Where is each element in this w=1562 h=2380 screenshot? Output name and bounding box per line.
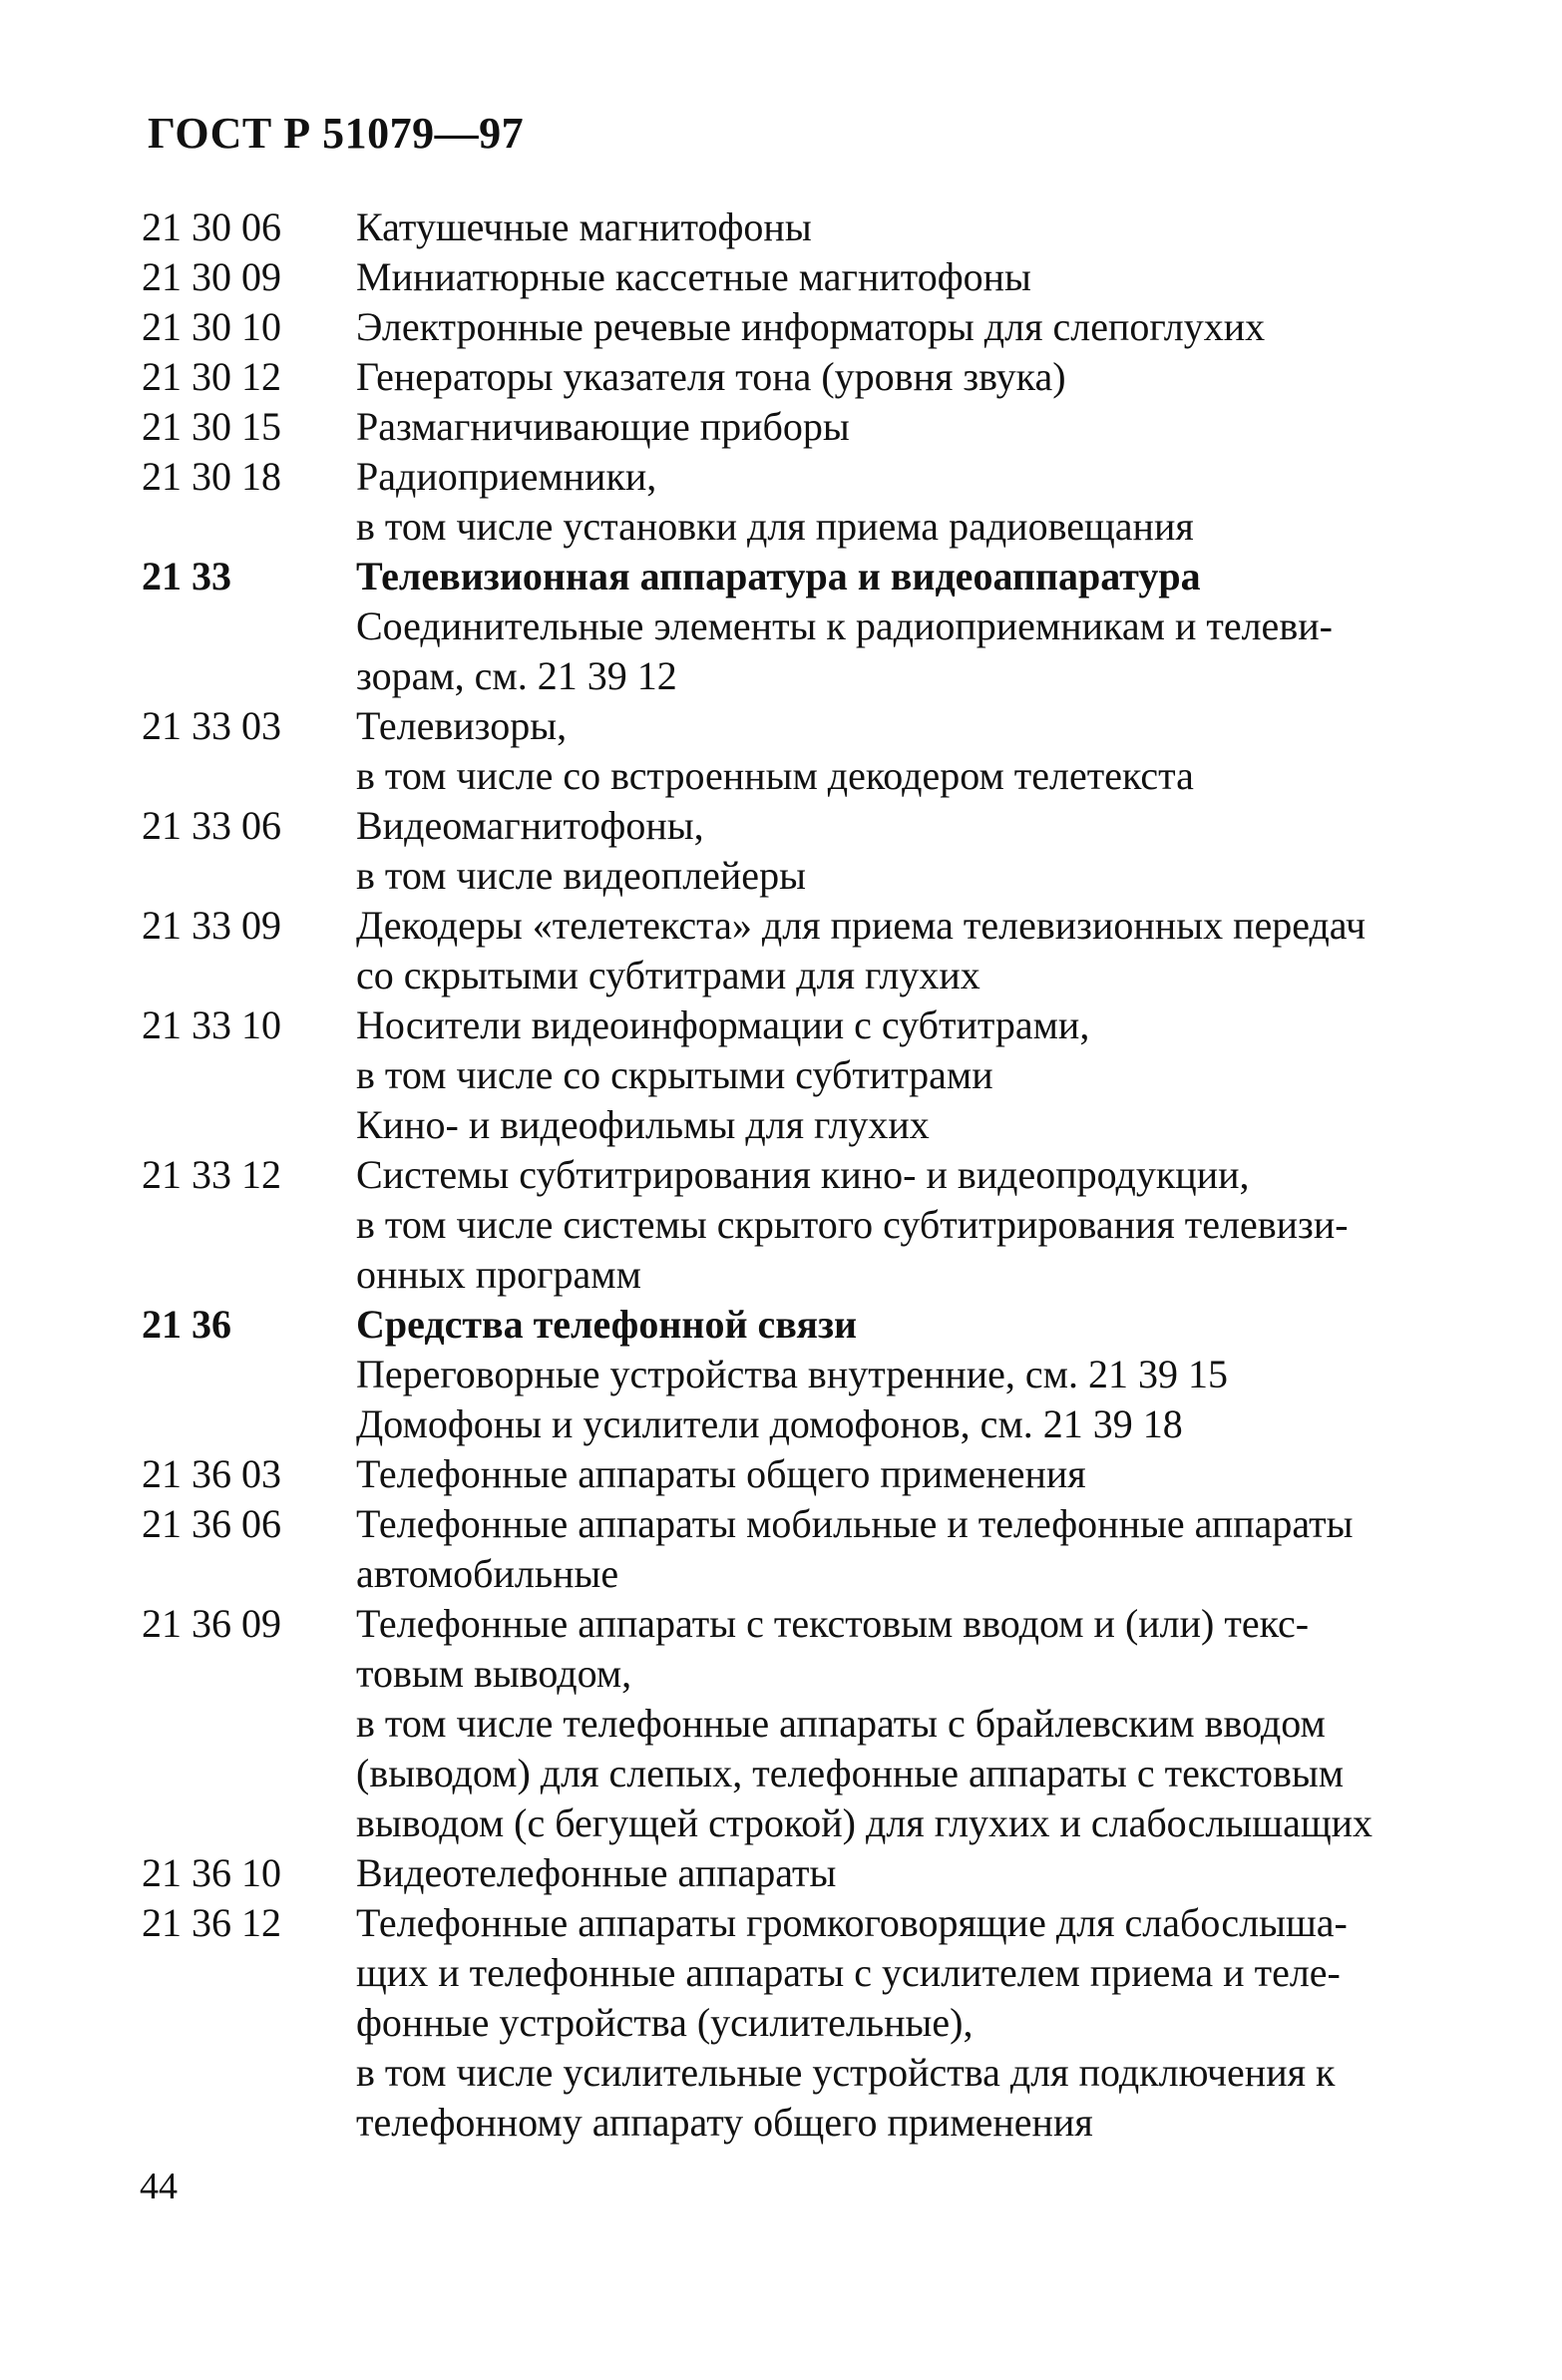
- entry-code: 21 36 06: [142, 1501, 281, 1546]
- section-heading: Средства телефонной связи: [356, 1302, 858, 1347]
- list-item: [142, 701, 1528, 801]
- list-item: [142, 1000, 1528, 1150]
- entry-description: [356, 352, 1528, 402]
- list-item: [142, 252, 1528, 302]
- entry-text-line: фонные устройства (усилительные),: [356, 2000, 974, 2045]
- entry-text-line: Миниатюрные кассетные магнитофоны: [356, 254, 1031, 299]
- entry-text-line: онных программ: [356, 1252, 641, 1297]
- entry-text-line: Носители видеоинформации с субтитрами,: [356, 1002, 1090, 1047]
- entry-text-line: в том числе со скрытыми субтитрами: [356, 1052, 993, 1097]
- entry-description: [356, 552, 1528, 701]
- entry-code: 21 33 09: [142, 903, 281, 948]
- classification-list: [142, 202, 1528, 2148]
- entry-text-line: в том числе со встроенным декодером телетекста: [356, 753, 1194, 798]
- list-item: [142, 452, 1528, 552]
- entry-text-line: Телефонные аппараты громкоговорящие для слабослыша-: [356, 1900, 1348, 1945]
- entry-code: 21 33 12: [142, 1152, 281, 1197]
- entry-text-line: автомобильные: [356, 1551, 619, 1596]
- list-item: [142, 302, 1528, 352]
- entry-text-line: Телефонные аппараты с текстовым вводом и (или) текс-: [356, 1601, 1310, 1646]
- entry-description: [356, 901, 1528, 1000]
- entry-description: [356, 452, 1528, 552]
- entry-description: [356, 801, 1528, 901]
- entry-code: 21 30 06: [142, 204, 281, 249]
- list-item: [142, 1599, 1528, 1848]
- entry-text-line: (выводом) для слепых, телефонные аппараты с текстовым: [356, 1751, 1345, 1795]
- list-item: [142, 1499, 1528, 1599]
- entry-text-line: Электронные речевые информаторы для слепоглухих: [356, 304, 1266, 349]
- entry-text-line: телефонному аппарату общего применения: [356, 2100, 1093, 2145]
- entry-code: 21 30 18: [142, 454, 281, 499]
- list-item: [142, 901, 1528, 1000]
- entry-description: [356, 1848, 1528, 1898]
- list-item: [142, 1848, 1528, 1898]
- list-item: [142, 1449, 1528, 1499]
- entry-text-line: Системы субтитрирования кино- и видеопродукции,: [356, 1152, 1250, 1197]
- list-item: [142, 202, 1528, 252]
- entry-text-line: Видеомагнитофоны,: [356, 803, 704, 848]
- entry-text-line: со скрытыми субтитрами для глухих: [356, 953, 980, 997]
- entry-code: 21 30 15: [142, 404, 281, 449]
- entry-text-line: товым выводом,: [356, 1651, 632, 1696]
- list-item: [142, 801, 1528, 901]
- entry-code: 21 36 03: [142, 1451, 281, 1496]
- entry-code: 21 36 09: [142, 1601, 281, 1646]
- document-header: ГОСТ Р 51079—97: [148, 109, 525, 158]
- entry-description: [356, 1300, 1528, 1449]
- entry-code: 21 33 06: [142, 803, 281, 848]
- entry-code: 21 33: [142, 554, 231, 598]
- entry-text-line: в том числе системы скрытого субтитрирования телевизи-: [356, 1202, 1349, 1247]
- section-entry: [142, 1300, 1528, 1449]
- entry-description: [356, 1599, 1528, 1848]
- entry-description: [356, 1150, 1528, 1300]
- entry-description: [356, 1499, 1528, 1599]
- entry-text-line: Декодеры «телетекста» для приема телевизионных передач: [356, 903, 1367, 948]
- entry-description: [356, 402, 1528, 452]
- entry-code: 21 33 10: [142, 1002, 281, 1047]
- entry-text-line: Соединительные элементы к радиоприемникам и телеви-: [356, 603, 1333, 648]
- list-item: [142, 402, 1528, 452]
- entry-text-line: Домофоны и усилители домофонов, см. 21 39 18: [356, 1401, 1183, 1446]
- entry-code: 21 36 12: [142, 1900, 281, 1945]
- entry-description: [356, 252, 1528, 302]
- entry-code: 21 33 03: [142, 703, 281, 748]
- entry-text-line: Телефонные аппараты мобильные и телефонные аппараты: [356, 1501, 1354, 1546]
- section-entry: [142, 552, 1528, 701]
- entry-text-line: Размагничивающие приборы: [356, 404, 850, 449]
- entry-text-line: зорам, см. 21 39 12: [356, 653, 677, 698]
- entry-text-line: в том числе телефонные аппараты с брайлевским вводом: [356, 1701, 1326, 1746]
- entry-text-line: Телефонные аппараты общего применения: [356, 1451, 1086, 1496]
- list-item: [142, 352, 1528, 402]
- entry-description: [356, 1898, 1528, 2148]
- entry-text-line: выводом (с бегущей строкой) для глухих и слабослышащих: [356, 1800, 1373, 1845]
- entry-text-line: в том числе усилительные устройства для подключения к: [356, 2050, 1336, 2095]
- entry-description: [356, 302, 1528, 352]
- entry-text-line: в том числе установки для приема радиовещания: [356, 504, 1194, 549]
- entry-text-line: Кино- и видеофильмы для глухих: [356, 1102, 930, 1147]
- page-number: 44: [140, 2166, 178, 2207]
- list-item: [142, 1150, 1528, 1300]
- list-item: [142, 1898, 1528, 2148]
- entry-description: [356, 1449, 1528, 1499]
- entry-text-line: Радиоприемники,: [356, 454, 657, 499]
- entry-code: 21 30 09: [142, 254, 281, 299]
- entry-text-line: Генераторы указателя тона (уровня звука): [356, 354, 1066, 399]
- entry-description: [356, 701, 1528, 801]
- entry-code: 21 36 10: [142, 1850, 281, 1895]
- entry-text-line: щих и телефонные аппараты с усилителем приема и теле-: [356, 1950, 1341, 1995]
- entry-text-line: Катушечные магнитофоны: [356, 204, 812, 249]
- entry-text-line: в том числе видеоплейеры: [356, 853, 806, 898]
- section-heading: Телевизионная аппаратура и видеоаппаратура: [356, 554, 1201, 598]
- entry-code: 21 36: [142, 1302, 231, 1347]
- entry-text-line: Видеотелефонные аппараты: [356, 1850, 837, 1895]
- entry-text-line: Телевизоры,: [356, 703, 568, 748]
- entry-description: [356, 1000, 1528, 1150]
- entry-code: 21 30 10: [142, 304, 281, 349]
- entry-text-line: Переговорные устройства внутренние, см. 21 39 15: [356, 1352, 1228, 1396]
- entry-code: 21 30 12: [142, 354, 281, 399]
- entry-description: [356, 202, 1528, 252]
